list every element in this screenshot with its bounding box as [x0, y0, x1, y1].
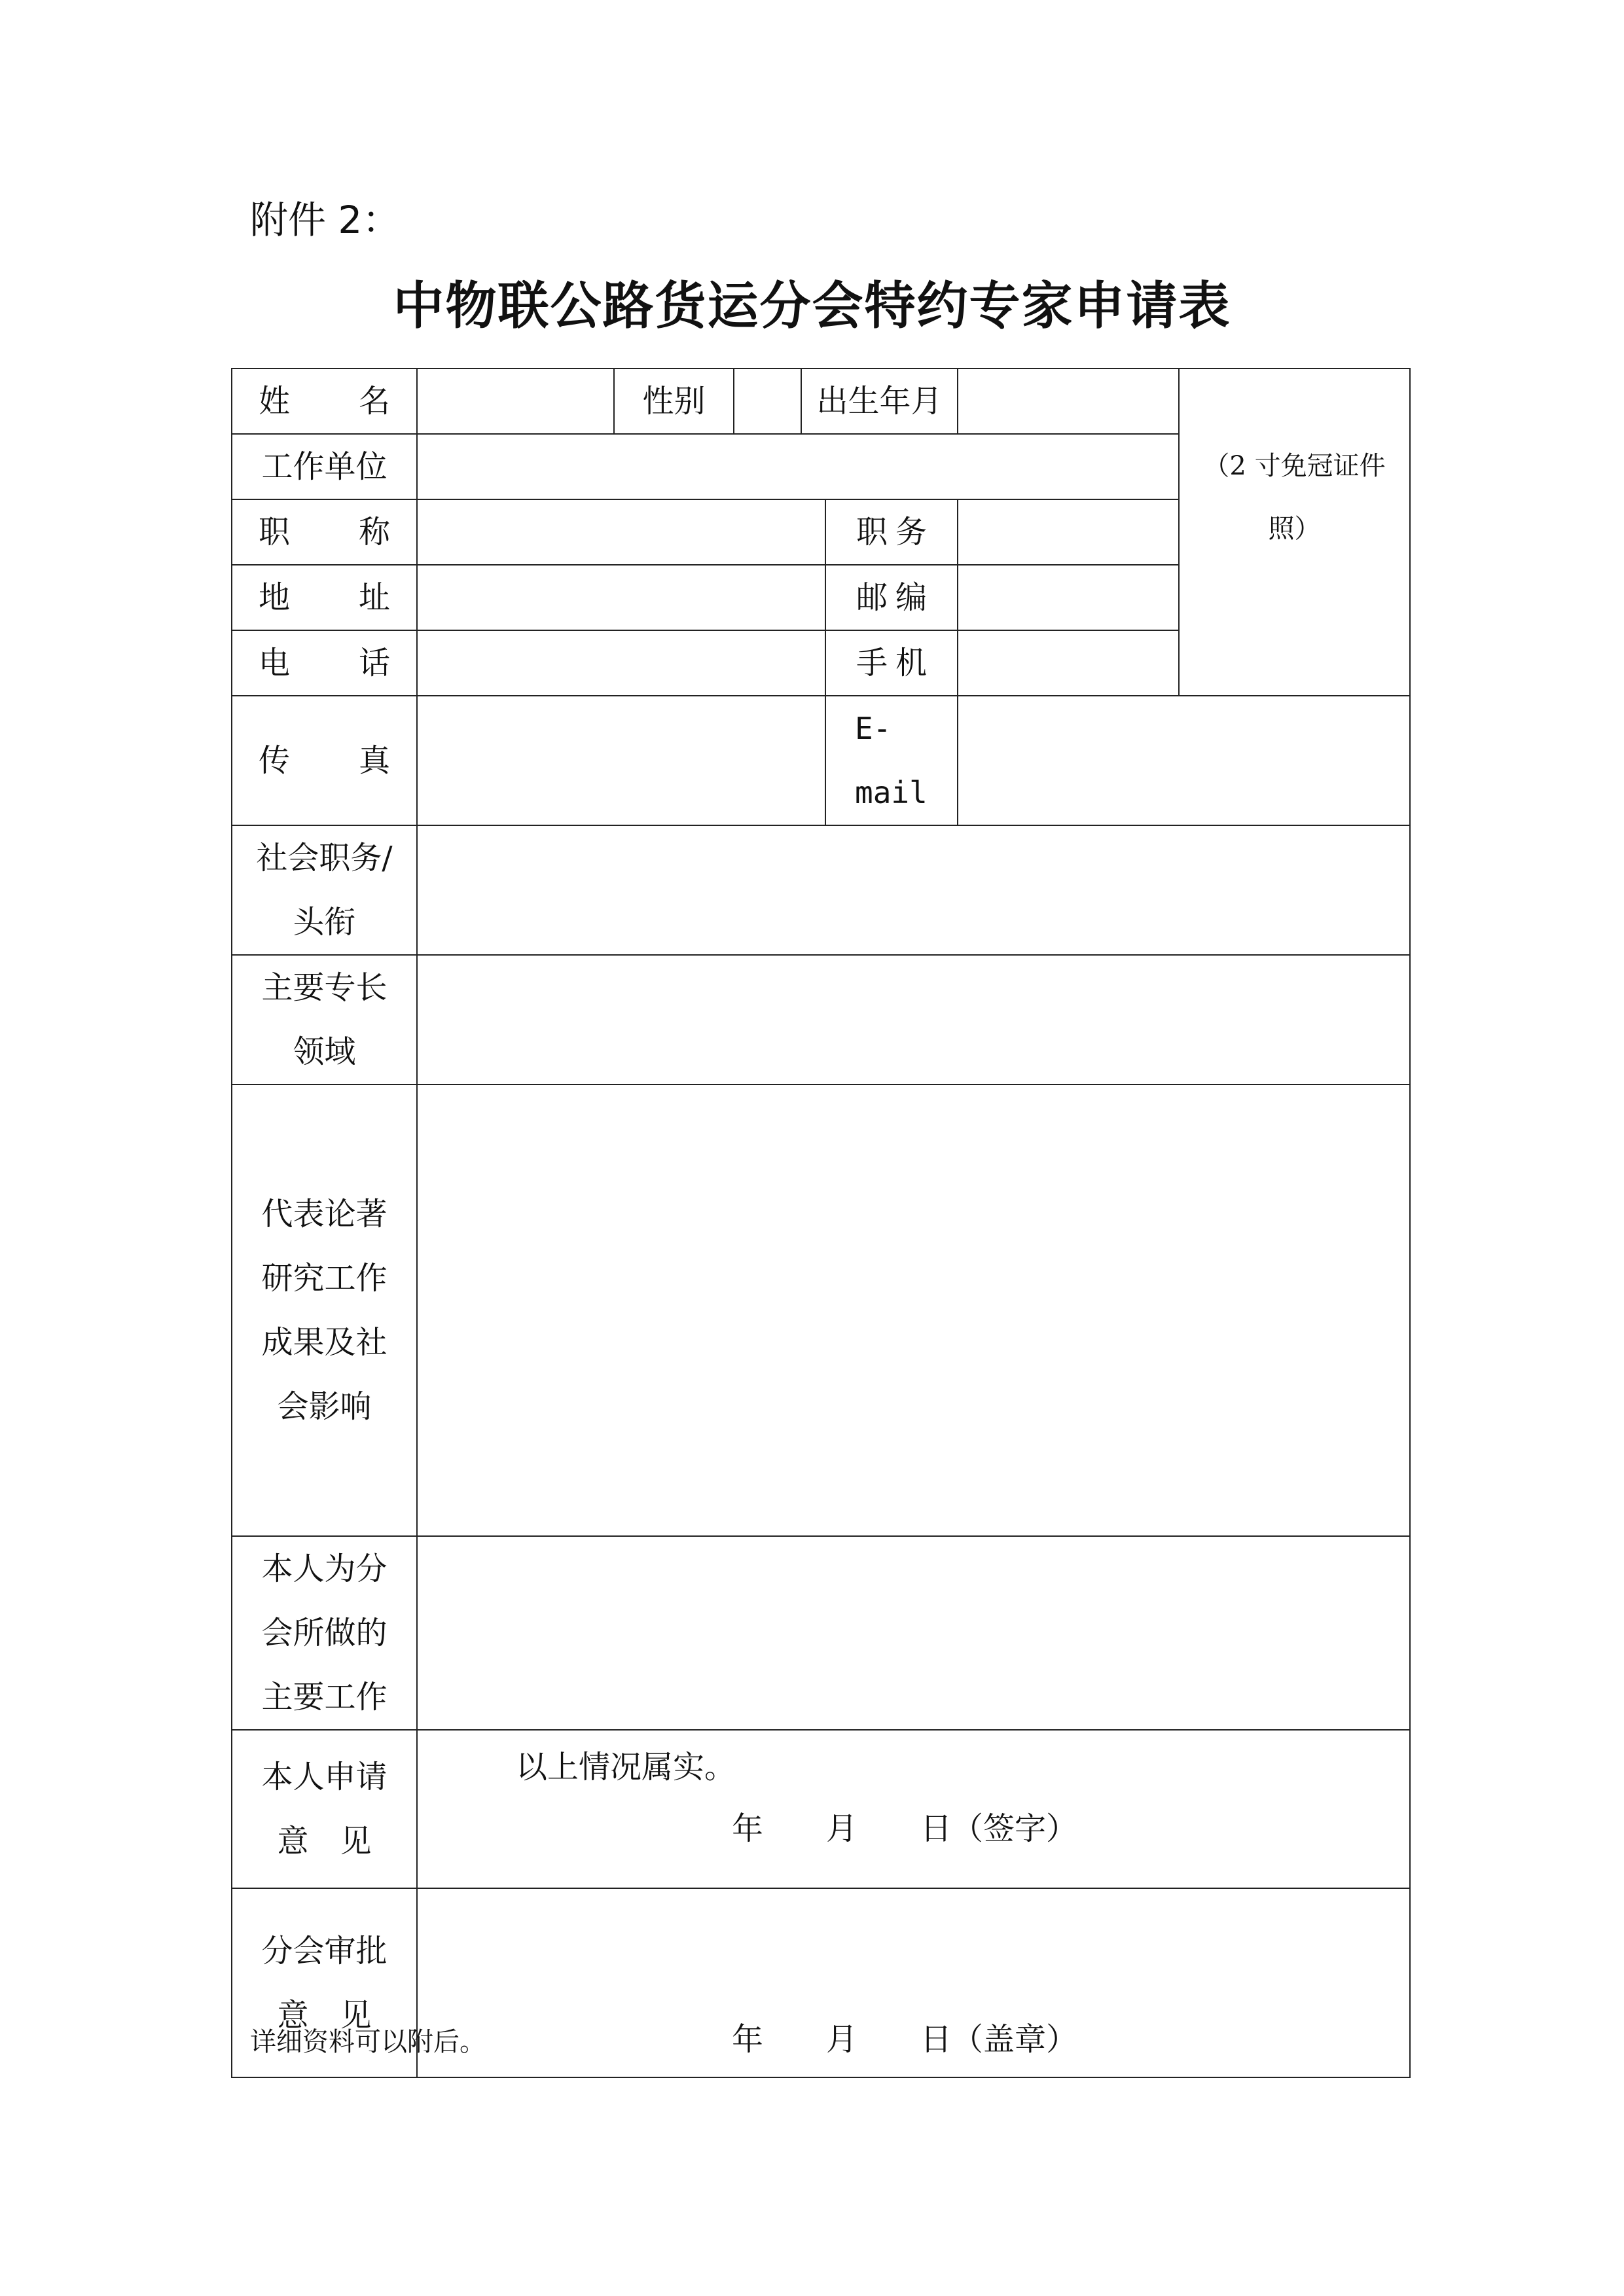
attachment-label: 附件 2：: [250, 198, 401, 242]
works-label-line2: 研究工作: [261, 1260, 388, 1297]
works-field[interactable]: [417, 1085, 1410, 1536]
application-form: [231, 368, 1411, 2078]
expertise-field[interactable]: [417, 955, 1410, 1085]
works-label-line1: 代表论著: [261, 1196, 388, 1232]
address-field[interactable]: [417, 565, 825, 630]
approval-seal-date: 年 月 日（盖章）: [732, 2021, 1078, 2058]
position-field[interactable]: [958, 499, 1179, 565]
phone-label: 电话: [232, 630, 417, 696]
contribution-label: [232, 1536, 417, 1730]
photo-area[interactable]: [1179, 368, 1410, 696]
works-label-line3: 成果及社: [261, 1324, 388, 1361]
mobile-field[interactable]: [958, 630, 1179, 696]
approval-opinion-label-line2: 意 见: [277, 1996, 372, 2034]
apply-statement: 以上情况属实。: [516, 1749, 736, 1785]
contribution-field[interactable]: [417, 1536, 1410, 1730]
email-label: E-mail: [825, 696, 958, 825]
social-position-field[interactable]: [417, 825, 1410, 955]
title-rank-label: 职称: [232, 499, 417, 565]
social-position-label: [232, 825, 417, 955]
work-unit-label: 工作单位: [232, 434, 417, 499]
fax-label: 传真: [232, 696, 417, 825]
contribution-label-line3: 主要工作: [261, 1679, 388, 1715]
phone-field[interactable]: [417, 630, 825, 696]
works-label: [232, 1085, 417, 1536]
works-label-line4: 会影响: [277, 1388, 372, 1425]
apply-opinion-field[interactable]: [417, 1730, 1410, 1888]
social-position-label-line1: 社会职务/: [256, 840, 393, 876]
birth-field[interactable]: [958, 368, 1179, 434]
apply-opinion-label-line1: 本人申请: [261, 1759, 388, 1795]
address-label: 地址: [232, 565, 417, 630]
apply-opinion-label: [232, 1730, 417, 1888]
title-rank-field[interactable]: [417, 499, 825, 565]
expertise-label-line2: 领域: [293, 1033, 356, 1070]
expertise-label: [232, 955, 417, 1085]
document-title: 中物联公路货运分会特约专家申请表: [393, 277, 1231, 336]
postcode-label: 邮编: [825, 565, 958, 630]
photo-hint-line1: （2 寸免冠证件: [1203, 451, 1386, 481]
position-label: 职务: [825, 499, 958, 565]
apply-opinion-label-line2: 意 见: [277, 1823, 372, 1859]
social-position-label-line2: 头衔: [293, 904, 356, 941]
postcode-field[interactable]: [958, 565, 1179, 630]
photo-hint-line2: 照）: [1268, 514, 1321, 544]
name-field[interactable]: [417, 368, 614, 434]
fax-field[interactable]: [417, 696, 825, 825]
work-unit-field[interactable]: [417, 434, 1179, 499]
gender-field[interactable]: [734, 368, 801, 434]
mobile-label: 手机: [825, 630, 958, 696]
footnote: 详细资料可以附后。: [250, 2027, 486, 2057]
name-label: 姓名: [232, 368, 417, 434]
contribution-label-line1: 本人为分: [261, 1551, 388, 1587]
email-field[interactable]: [958, 696, 1410, 825]
approval-opinion-field[interactable]: [417, 1888, 1410, 2077]
gender-label: 性别: [614, 368, 734, 434]
expertise-label-line1: 主要专长: [261, 969, 388, 1006]
approval-opinion-label-line1: 分会审批: [261, 1932, 388, 1969]
contribution-label-line2: 会所做的: [261, 1615, 388, 1651]
birth-label: 出生年月: [801, 368, 958, 434]
apply-sign-date: 年 月 日（签字）: [732, 1810, 1078, 1847]
